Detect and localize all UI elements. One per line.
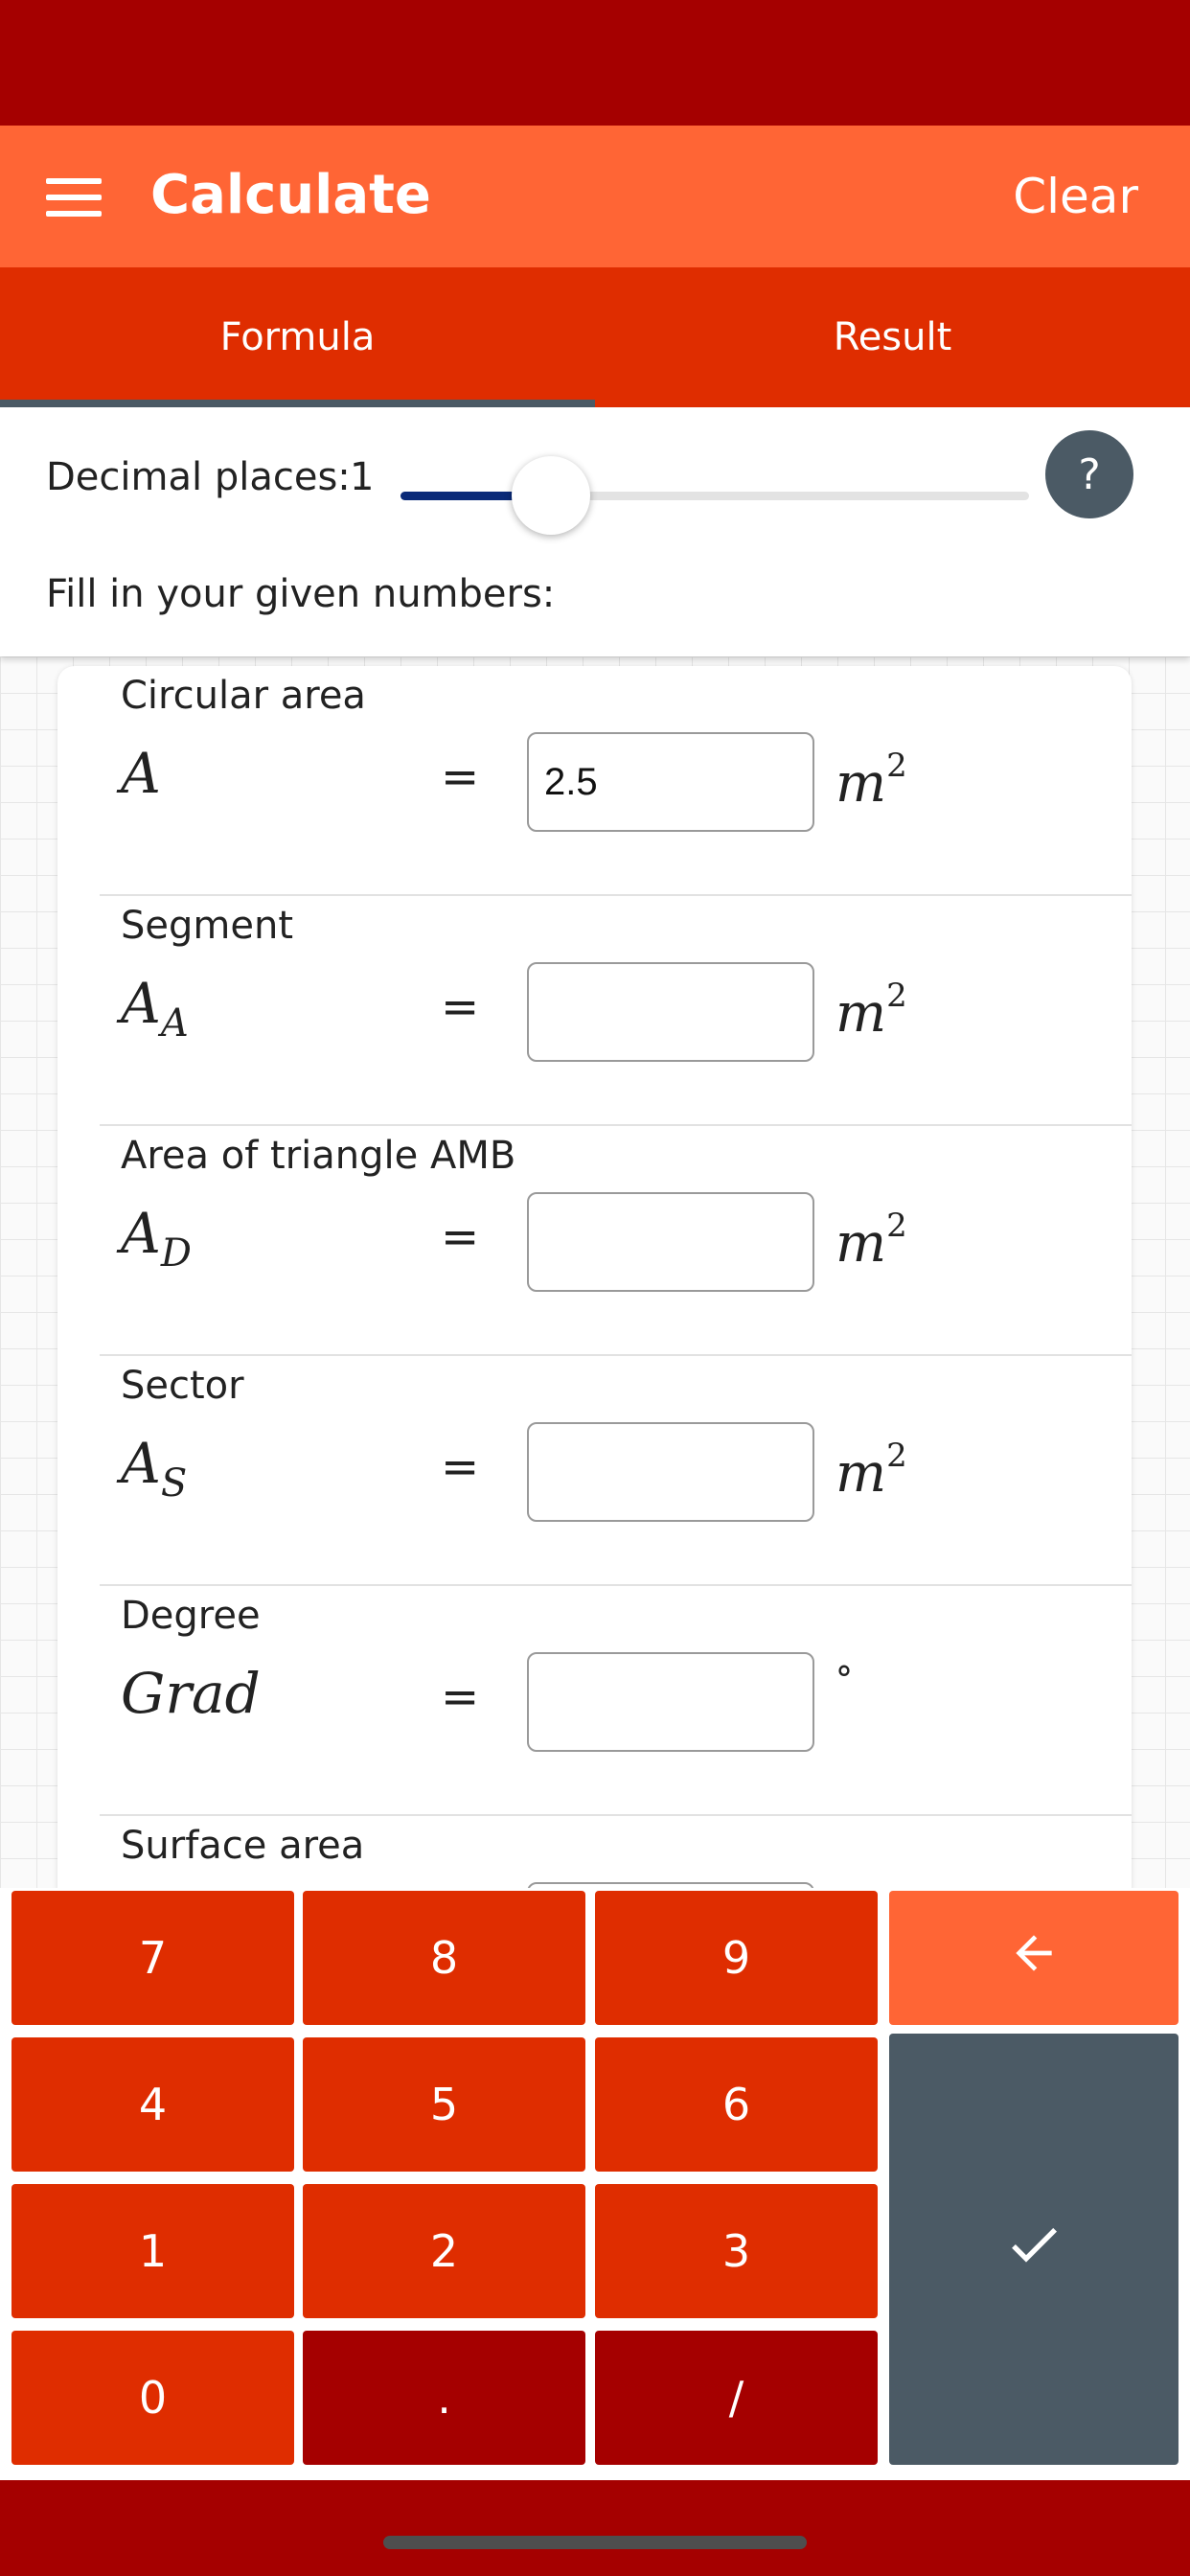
menu-icon[interactable] [46, 178, 102, 217]
field-variable: $A_D$ [121, 1201, 192, 1276]
key-8[interactable]: 8 [303, 1891, 585, 2025]
segment-input[interactable] [527, 962, 814, 1062]
tab-result[interactable]: Result [833, 315, 952, 359]
key-decimal-point[interactable]: . [303, 2331, 585, 2465]
backspace-button[interactable] [889, 1891, 1179, 2025]
field-row-triangle-area [57, 1126, 1132, 1356]
check-icon [1003, 2214, 1064, 2286]
field-title: Segment [121, 904, 293, 948]
key-7[interactable]: 7 [11, 1891, 294, 2025]
arrow-left-icon [1007, 1926, 1061, 1990]
key-slash[interactable]: / [595, 2331, 878, 2465]
unit-label: $m^2$ [835, 747, 907, 815]
equals-sign: = [441, 1670, 480, 1724]
app-bar [0, 126, 1190, 267]
unit-label: $m^2$ [835, 1207, 907, 1275]
clear-button[interactable]: Clear [1013, 169, 1138, 224]
field-row-sector [57, 1356, 1132, 1586]
key-2[interactable]: 2 [303, 2184, 585, 2318]
field-title: Circular area [121, 674, 366, 718]
decimal-places-value: 1 [350, 455, 375, 499]
field-variable: $A_S$ [121, 1431, 188, 1506]
unit-label: $m^2$ [835, 1437, 907, 1505]
fields-card [57, 666, 1132, 1888]
slider-thumb[interactable] [512, 456, 590, 535]
field-row-surface-area [57, 1816, 1132, 1888]
sector-input[interactable] [527, 1422, 814, 1522]
key-6[interactable]: 6 [595, 2037, 878, 2172]
key-1[interactable]: 1 [11, 2184, 294, 2318]
status-bar [0, 0, 1190, 126]
key-9[interactable]: 9 [595, 1891, 878, 2025]
decimal-places-label: Decimal places: [46, 455, 351, 499]
field-title: Degree [121, 1594, 261, 1638]
key-5[interactable]: 5 [303, 2037, 585, 2172]
circular-area-input[interactable] [527, 732, 814, 832]
help-button[interactable]: ? [1045, 430, 1133, 518]
equals-sign: = [441, 980, 480, 1034]
page-title: Calculate [150, 164, 431, 226]
tab-bar [0, 267, 1190, 407]
form-area [0, 656, 1190, 1888]
fill-in-label: Fill in your given numbers: [46, 572, 556, 616]
bottom-bar [0, 2480, 1190, 2576]
field-title: Sector [121, 1364, 244, 1408]
field-variable: $A_A$ [121, 971, 189, 1046]
home-indicator[interactable] [383, 2536, 807, 2549]
decimal-places-slider[interactable] [400, 474, 1029, 520]
numeric-keypad [0, 1888, 1190, 2480]
equals-sign: = [441, 750, 480, 804]
unit-label: $m^2$ [835, 977, 907, 1045]
field-title: Surface area [121, 1824, 365, 1868]
unit-label: ° [835, 1661, 853, 1700]
field-variable: A [121, 741, 161, 806]
degree-input[interactable] [527, 1652, 814, 1752]
key-4[interactable]: 4 [11, 2037, 294, 2172]
tab-formula[interactable]: Formula [0, 267, 595, 407]
confirm-button[interactable] [889, 2034, 1179, 2465]
triangle-area-input[interactable] [527, 1192, 814, 1292]
field-title: Area of triangle AMB [121, 1134, 516, 1178]
field-row-segment [57, 896, 1132, 1126]
field-row-degree [57, 1586, 1132, 1816]
field-row-circular-area [57, 666, 1132, 896]
equals-sign: = [441, 1210, 480, 1264]
key-0[interactable]: 0 [11, 2331, 294, 2465]
field-variable: Grad [121, 1661, 261, 1726]
settings-panel [0, 407, 1190, 656]
equals-sign: = [441, 1440, 480, 1494]
key-3[interactable]: 3 [595, 2184, 878, 2318]
